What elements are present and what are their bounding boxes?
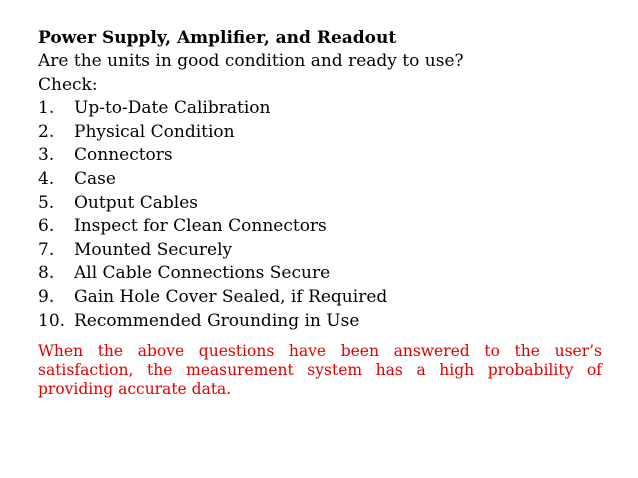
question-text: Are the units in good condition and ready to use? — [38, 51, 464, 71]
list-item-text: Inspect for Clean Connectors — [74, 216, 327, 237]
summary-note: When the above questions have been answered to the user’s satisfaction, the measurement system has a high probability of providing accurate data. — [38, 342, 602, 399]
list-item — [38, 192, 602, 216]
check-label: Check: — [38, 74, 98, 95]
list-item-number: 4. — [38, 168, 55, 189]
list-item-number: 5. — [38, 192, 55, 213]
list-item — [38, 215, 602, 239]
list-item-text: Up-to-Date Calibration — [74, 98, 271, 119]
list-item-number: 10. — [38, 310, 66, 331]
list-item-text: Recommended Grounding in Use — [74, 310, 360, 331]
list-item — [38, 144, 602, 168]
list-item-text: Output Cables — [74, 192, 199, 213]
list-item-number: 8. — [38, 263, 55, 284]
slide-title: Power Supply, Amplifier, and Readout — [38, 28, 397, 48]
list-item — [38, 168, 602, 192]
list-item-text: Physical Condition — [74, 121, 235, 142]
list-item-number: 1. — [38, 98, 55, 119]
checklist — [38, 97, 602, 333]
list-item — [38, 262, 602, 286]
list-item-number: 6. — [38, 216, 55, 237]
list-item-number: 2. — [38, 121, 55, 142]
list-item-text: Case — [74, 168, 116, 189]
list-item-number: 7. — [38, 239, 55, 260]
slide-content — [38, 26, 602, 415]
list-item-text: All Cable Connections Secure — [74, 263, 331, 284]
list-item — [38, 97, 602, 121]
list-item — [38, 239, 602, 263]
list-item-number: 3. — [38, 145, 55, 166]
list-item-text: Gain Hole Cover Sealed, if Required — [74, 286, 388, 307]
list-item-text: Connectors — [74, 145, 173, 166]
list-item-number: 9. — [38, 286, 55, 307]
list-item-text: Mounted Securely — [74, 239, 233, 260]
list-item — [38, 286, 602, 310]
list-item — [38, 310, 602, 334]
list-item — [38, 121, 602, 145]
